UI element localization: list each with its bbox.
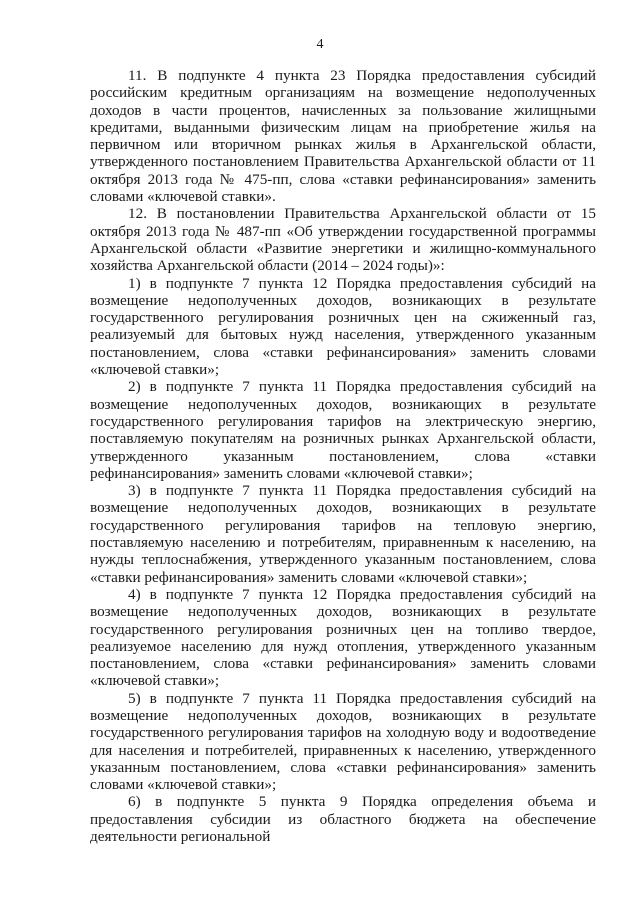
- subparagraph-4: 4) в подпункте 7 пункта 12 Порядка предоставления субсидий на возмещение недополученных доходов, возникающих в результате государственного регулирования розничных цен на топливо твердое, реализуемое населению для нужд отопления, утвержденного указанным постановлением, слова «ставки рефинансирования» заменить словами «ключевой ставки»;: [90, 585, 596, 690]
- subparagraph-1: 1) в подпункте 7 пункта 12 Порядка предоставления субсидий на возмещение недополученных доходов, возникающих в результате государственного регулирования розничных цен на сжиженный газ, реализуемый для бытовых нужд населения, утвержденного указанным постановлением, слова «ставки рефинансирования» заменить словами «ключевой ставки»;: [90, 274, 596, 379]
- subparagraph-6: 6) в подпункте 5 пункта 9 Порядка определения объема и предоставления субсидии из областного бюджета на обеспечение деятельности региональной: [90, 793, 596, 846]
- subparagraph-3: 3) в подпункте 7 пункта 11 Порядка предоставления субсидий на возмещение недополученных доходов, возникающих в результате государственного регулирования тарифов на тепловую энергию, поставляемую населению и потребителям, приравненным к населению, на нужды теплоснабжения, утвержденного указанным постановлением, слова «ставки рефинансирования» заменить словами «ключевой ставки»;: [90, 482, 596, 586]
- page-number: 4: [316, 37, 324, 52]
- paragraph-item-11: 11. В подпункте 4 пункта 23 Порядка предоставления субсидий российским кредитным организациям на возмещение недополученных доходов в части процентов, начисленных за пользование жилищными кредитами, выданными физическим лицам на приобретение жилья на первичном или вторичном рынках жилья в Архангельской области, утвержденного постановлением Правительства Архангельской области от 11 октября 2013 года № 475-пп, слова «ставки рефинансирования» заменить словами «ключевой ставки».: [90, 67, 596, 206]
- subparagraph-5: 5) в подпункте 7 пункта 11 Порядка предоставления субсидий на возмещение недополученных доходов, возникающих в результате государственного регулирования тарифов на холодную воду и водоотведение для населения и потребителей, приравненных к населению, утвержденного указанным постановлением, слова «ставки рефинансирования» заменить словами «ключевой ставки»;: [90, 689, 596, 794]
- subparagraph-2: 2) в подпункте 7 пункта 11 Порядка предоставления субсидий на возмещение недополученных доходов, возникающих в результате государственного регулирования тарифов на электрическую энергию, поставляемую покупателям на розничных рынках Архангельской области, утвержденного указанным постановлением, слова «ставки рефинансирования» заменить словами «ключевой ставки»;: [90, 378, 596, 482]
- document-body: [90, 67, 596, 845]
- paragraph-item-12: 12. В постановлении Правительства Архангельской области от 15 октября 2013 года № 487-пп «Об утверждении государственной программы Архангельской области «Развитие энергетики и жилищно-коммунального хозяйства Архангельской области (2014 – 2024 годы)»:: [90, 205, 596, 275]
